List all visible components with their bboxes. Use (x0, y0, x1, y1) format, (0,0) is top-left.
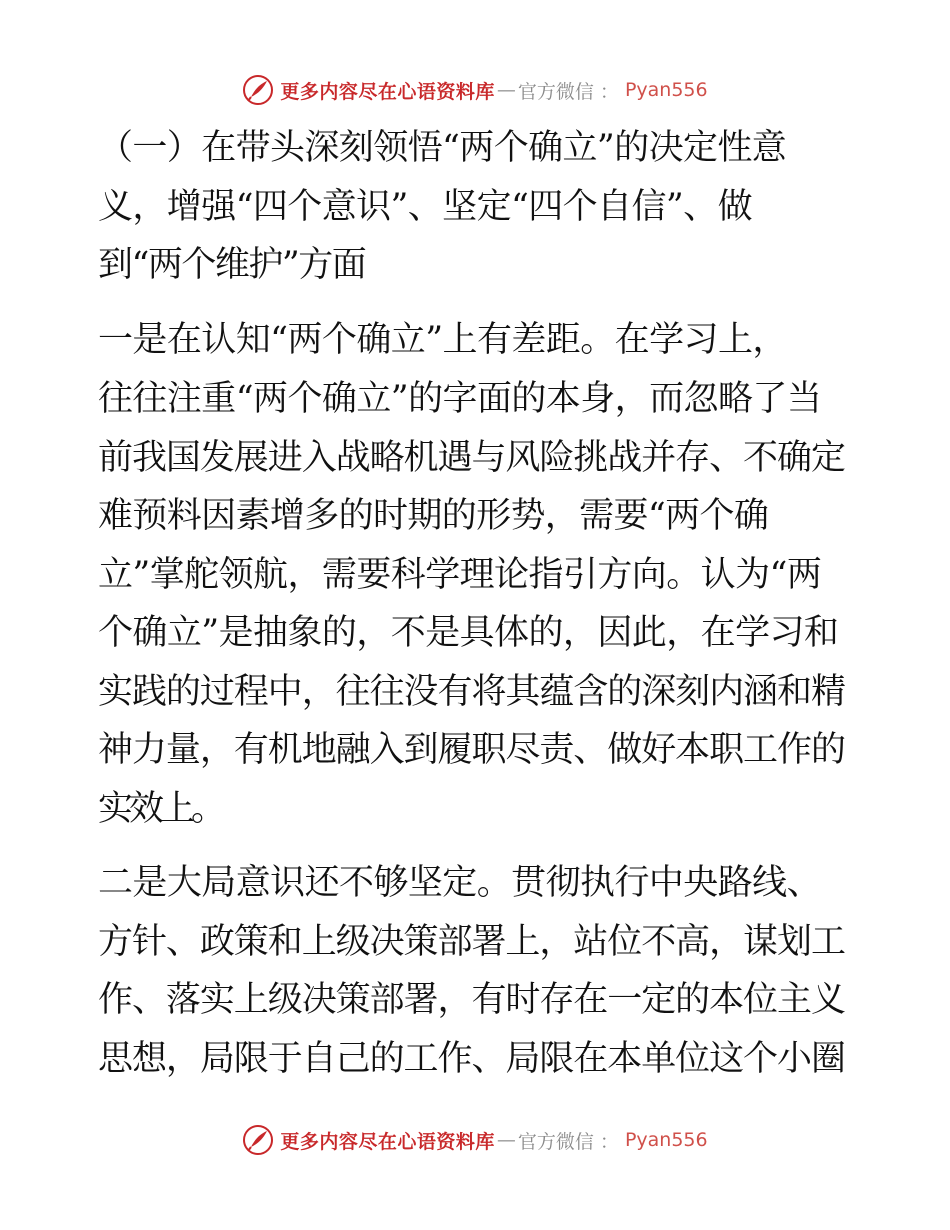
section-heading-line-2: 义，增强“四个意识”、坚定“四个自信”、做 (98, 187, 752, 227)
footer-watermark (0, 1120, 950, 1160)
watermark-colon: ： (599, 1130, 619, 1153)
watermark-brand: 更多内容尽在心语资料库 (280, 1130, 495, 1153)
paragraph-1-line-4: 难预料因素增多的时期的形势，需要“两个确 (98, 496, 769, 536)
paragraph-1-line-5: 立”掌舵领航，需要科学理论指引方向。认为“两 (98, 555, 822, 595)
paragraph-1-line-2: 往往注重“两个确立”的字面的本身，而忽略了当 (98, 379, 822, 419)
paragraph-1-line-8: 神力量，有机地融入到履职尽责、做好本职工作的 (98, 730, 845, 770)
paragraph-2-line-1: 二是大局意识还不够坚定。贯彻执行中央路线、 (98, 863, 822, 903)
paragraph-1-line-6: 个确立”是抽象的，不是具体的，因此，在学习和 (98, 613, 839, 653)
header-watermark (0, 70, 950, 110)
paragraph-1-line-1: 一是在认知“两个确立”上有差距。在学习上， (98, 320, 787, 360)
watermark-wechat-label: 官方微信 (517, 80, 594, 103)
watermark-dash: — (496, 79, 516, 101)
paragraph-2-line-3: 作、落实上级决策部署，有时存在一定的本位主义 (98, 980, 845, 1020)
paragraph-1-line-3: 前我国发展进入战略机遇与风险挑战并存、不确定 (98, 438, 845, 478)
paragraph-2-line-4: 思想，局限于自己的工作、局限在本单位这个小圈 (98, 1039, 845, 1079)
section-heading-line-3: 到“两个维护”方面 (98, 245, 366, 285)
watermark-brand: 更多内容尽在心语资料库 (280, 80, 495, 103)
quill-logo-icon (242, 1124, 274, 1156)
paragraph-1-line-9: 实效上。 (98, 789, 223, 829)
watermark-colon: ： (599, 80, 619, 103)
section-heading-line-1: （一）在带头深刻领悟“两个确立”的决定性意 (98, 128, 787, 168)
watermark-wechat-id: Pyan556 (624, 79, 708, 101)
paragraph-1-line-7: 实践的过程中，往往没有将其蕴含的深刻内涵和精 (98, 672, 845, 712)
paragraph-2-line-2: 方针、政策和上级决策部署上，站位不高，谋划工 (98, 922, 845, 962)
watermark-wechat-label: 官方微信 (517, 1130, 594, 1153)
quill-logo-icon (242, 74, 274, 106)
watermark-wechat-id: Pyan556 (624, 1129, 708, 1151)
watermark-dash: — (496, 1129, 516, 1151)
